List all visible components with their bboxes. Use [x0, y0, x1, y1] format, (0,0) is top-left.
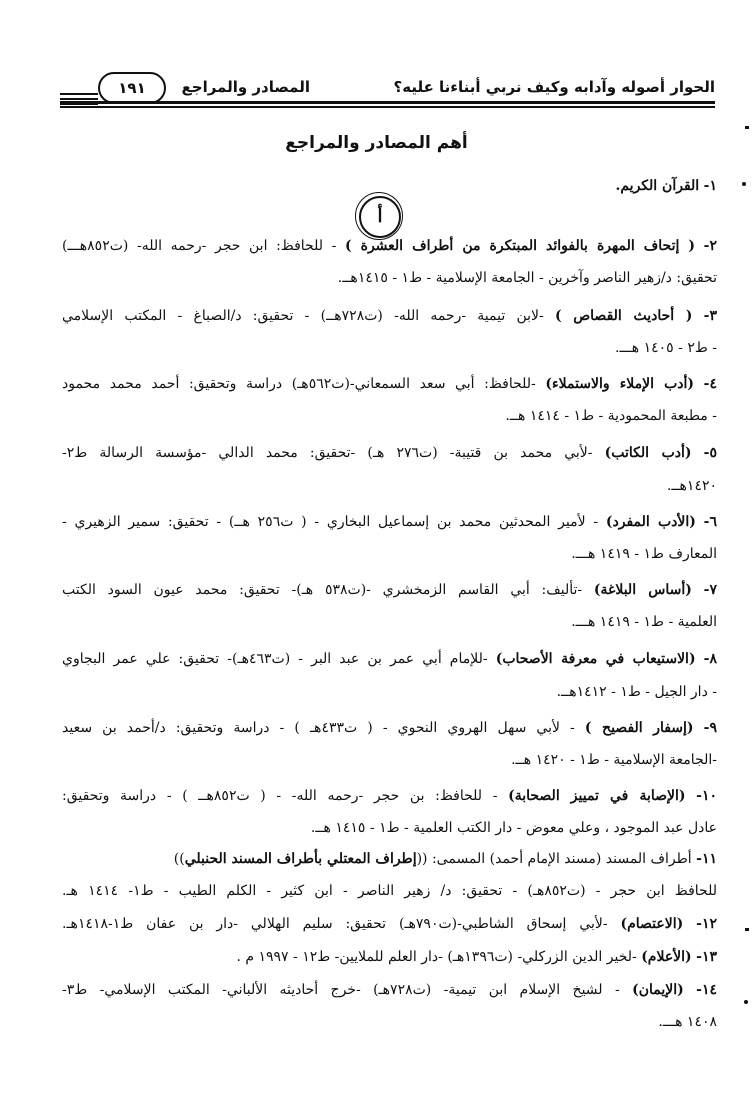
- entry-number: ١٠-: [696, 788, 718, 804]
- reference-continuation: العلمية - ط١ - ١٤١٩ هـــ.: [571, 614, 717, 630]
- reference-entry-2: [62, 236, 717, 256]
- entry-title: (الأدب المفرد): [605, 514, 696, 530]
- entry-text: -للإمام أبي عمر بن عبد البر - (ت٤٦٣هـ)- تحقيق: علي عمر البجاوي: [62, 651, 496, 667]
- entry-number: ١-: [703, 178, 717, 194]
- reference-entry-14: [62, 980, 717, 1000]
- scan-mark: [742, 182, 746, 186]
- entry-number: ١٤-: [696, 982, 717, 998]
- page-number: ١٩١: [98, 72, 166, 104]
- reference-continuation: المعارف ط١ - ١٤١٩ هـــ.: [571, 546, 717, 562]
- entry-title: القرآن الكريم.: [615, 178, 700, 194]
- reference-entry-4: [62, 374, 717, 394]
- reference-continuation: - دار الجيل - ط١ - ١٤١٢هــ.: [556, 684, 717, 700]
- reference-entry-10: [62, 786, 717, 806]
- entry-title: (الإصابة في تمييز الصحابة): [508, 788, 686, 804]
- entry-text: -تأليف: أبي القاسم الزمخشري -(ت٥٣٨ هـ)- تحقيق: محمد عيون السود الكتب: [62, 582, 594, 598]
- entry-text: -لأبي محمد بن قتيبة- (ت٢٧٦ هـ) -تحقيق: محمد الدالي -مؤسسة الرسالة ط٢-: [62, 445, 605, 461]
- entry-number: ٦-: [703, 514, 717, 530]
- entry-text: - لأمير المحدثين محمد بن إسماعيل البخاري - ( ت٢٥٦ هــ) - تحقيق: سمير الزهيري -: [62, 514, 606, 530]
- entry-title: ( إتحاف المهرة بالفوائد المبتكرة من أطراف العشرة ): [344, 238, 696, 254]
- entry-title: ( أحاديث القصاص ): [554, 308, 693, 324]
- reference-entry-1: [62, 176, 717, 196]
- entry-text-suffix: )): [173, 851, 185, 867]
- reference-entry-8: [62, 649, 717, 669]
- entry-title: إطراف المعتلي بأطراف المسند الحنبلي: [184, 851, 417, 867]
- entry-number: ٤-: [703, 376, 718, 392]
- scan-mark: [745, 928, 749, 931]
- entry-number: ٧-: [703, 582, 717, 598]
- entry-title: (إسفار الفصيح ): [584, 720, 694, 736]
- entry-number: ٩-: [703, 720, 718, 736]
- entry-title: (الأعلام): [641, 949, 692, 965]
- reference-continuation: للحافظ ابن حجر - (ت٨٥٢هـ) - تحقيق: د/ زهير الناصر - ابن كثير - الكلم الطيب - ط١- ١٤١٤ هـ.: [62, 883, 717, 899]
- entry-title: (أدب الإملاء والاستملاء): [545, 376, 695, 392]
- entry-text: -لأبي إسحاق الشاطبي-(ت٧٩٠هـ) تحقيق: سليم الهلالي -دار بن عفان ط١-١٤١٨هـ.: [62, 916, 621, 932]
- reference-entry-6: [62, 512, 717, 532]
- reference-continuation: - مطبعة المحمودية - ط١ - ١٤١٤ هــ.: [505, 408, 717, 424]
- entry-title: (الاعتصام): [620, 916, 684, 932]
- entry-title: (الاستيعاب في معرفة الأصحاب): [495, 651, 696, 667]
- section-title: المصادر والمراجع: [181, 78, 310, 96]
- header-rule-thin: [60, 106, 715, 108]
- entry-text: -لخير الدين الزركلي- (ت١٣٩٦هـ) -دار العلم للملايين- ط١٢ - ١٩٩٧ م .: [236, 949, 642, 965]
- entry-title: (أدب الكاتب): [604, 445, 692, 461]
- reference-entry-12: [62, 914, 717, 934]
- reference-entry-7: [62, 580, 717, 600]
- entry-text: - للحافظ: ابن حجر -رحمه الله- (ت٨٥٢هـــ): [62, 238, 345, 254]
- reference-continuation: ١٤٠٨ هـــ.: [658, 1014, 717, 1030]
- page-title: أهم المصادر والمراجع: [285, 133, 468, 153]
- reference-continuation: -الجامعة الإسلامية - ط١ - ١٤٢٠ هــ.: [511, 752, 717, 768]
- reference-entry-3: [62, 306, 717, 326]
- entry-text: - لشيخ الإسلام ابن تيمية- (ت٧٢٨هـ) -خرج أحاديثه الألباني- المكتب الإسلامي- ط٣-: [62, 982, 633, 998]
- reference-entry-5: [62, 443, 717, 463]
- reference-continuation: - ط٢ - ١٤٠٥ هـــ.: [615, 340, 717, 356]
- reference-continuation: ١٤٢٠هــ.: [666, 478, 717, 494]
- entry-number: ١١-: [696, 851, 717, 867]
- reference-entry-9: [62, 718, 717, 738]
- entry-text: -لابن تيمية -رحمه الله- (ت٧٢٨هــ) - تحقيق: د/الصباغ - المكتب الإسلامي: [62, 308, 555, 324]
- reference-continuation: تحقيق: د/زهير الناصر وآخرين - الجامعة الإسلامية - ط١ - ١٤١٥هــ.: [337, 270, 717, 286]
- entry-title: (أساس البلاغة): [593, 582, 692, 598]
- book-title: الحوار أصوله وآدابه وكيف نربي أبناءنا عليه؟: [393, 78, 715, 96]
- entry-title: (الإيمان): [632, 982, 684, 998]
- reference-entry-13: [62, 947, 717, 967]
- entry-text: -للحافظ: أبي سعد السمعاني-(ت٥٦٢هـ) دراسة وتحقيق: أحمد محمد محمود: [62, 376, 546, 392]
- entry-number: ٣-: [703, 308, 717, 324]
- scan-mark: [745, 126, 749, 129]
- scan-mark: [744, 1000, 748, 1004]
- reference-continuation: عادل عبد الموجود ، وعلي معوض - دار الكتب العلمية - ط١ - ١٤١٥ هــ.: [310, 820, 717, 836]
- entry-number: ١٣-: [696, 949, 717, 965]
- entry-number: ٥-: [703, 445, 717, 461]
- entry-number: ٨-: [703, 651, 718, 667]
- entry-text: - لأبي سهل الهروي النحوي - ( ت٤٣٣هـ ) - دراسة وتحقيق: د/أحمد بن سعيد: [62, 720, 585, 736]
- header-rule: [60, 101, 715, 104]
- entry-number: ١٢-: [696, 916, 718, 932]
- entry-number: ٢-: [703, 238, 718, 254]
- reference-entry-11: [62, 849, 717, 869]
- entry-text: - للحافظ: بن حجر -رحمه الله- - ( ت٨٥٢هــ ) - دراسة وتحقيق:: [62, 788, 509, 804]
- letter-marker: أ: [359, 196, 401, 238]
- entry-text: أطراف المسند (مسند الإمام أحمد) المسمى: ((: [416, 851, 697, 867]
